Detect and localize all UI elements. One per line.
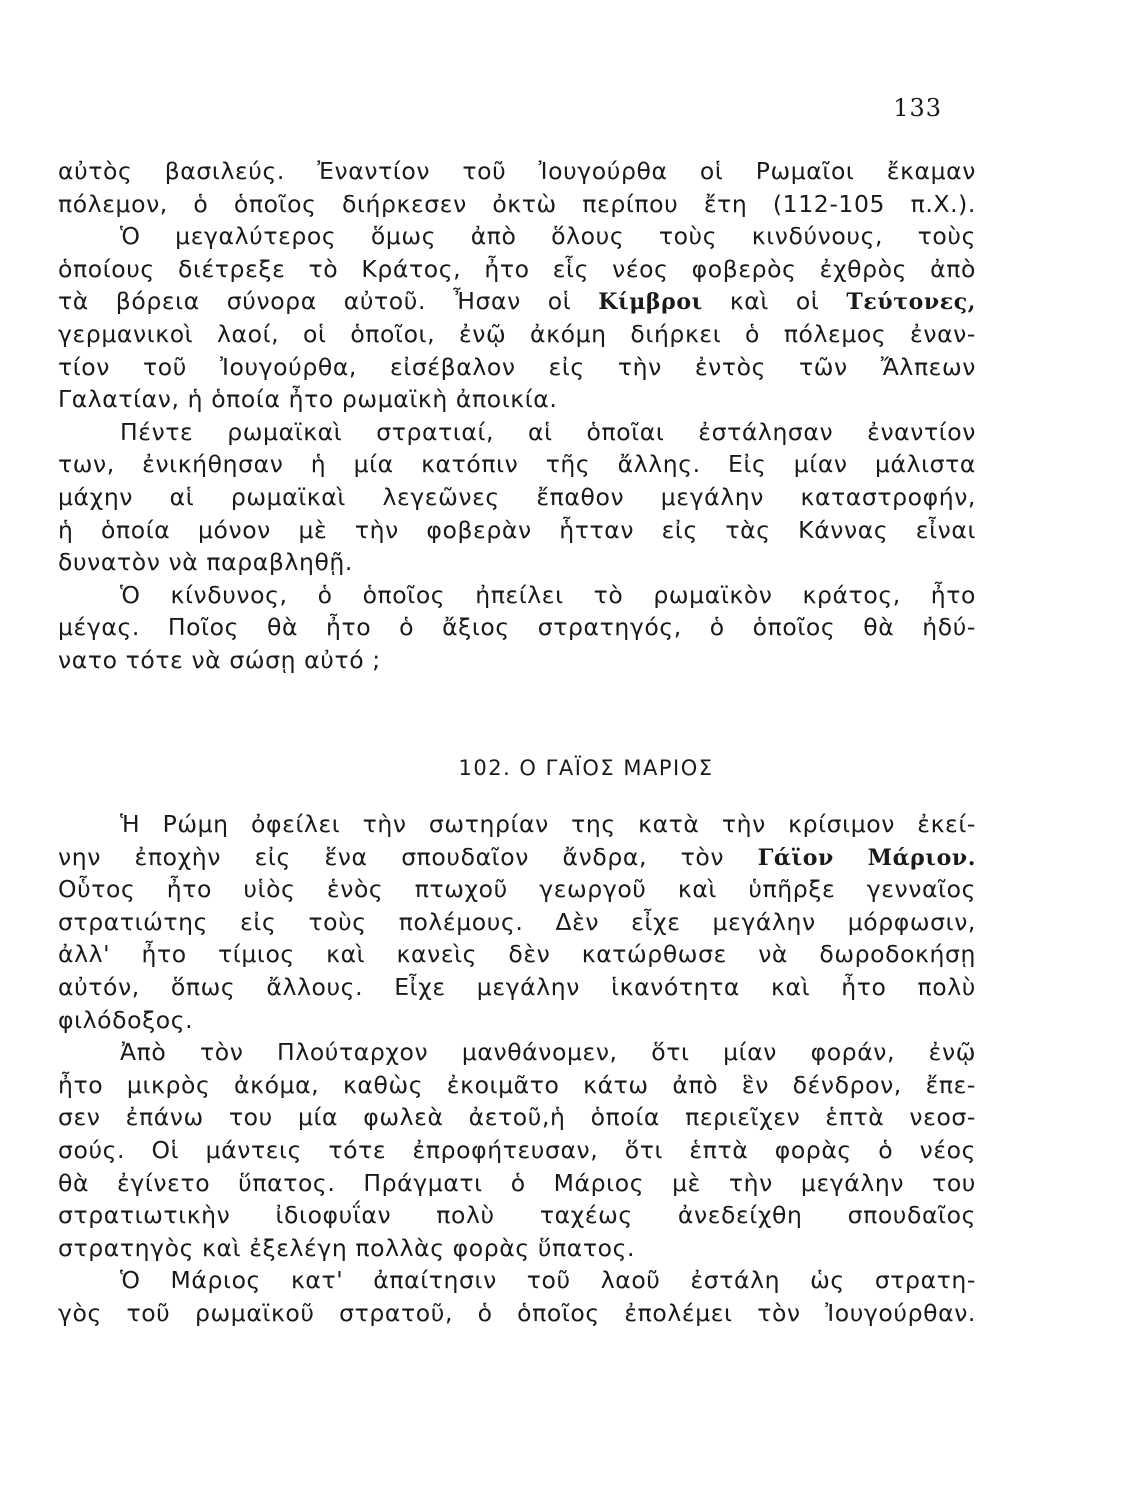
line-text: καὶ οἱ	[702, 287, 847, 316]
line-text: Ὁ μεγαλύτερος ὅμως ἀπὸ ὅλους τοὺς κινδύνους, τοὺς	[120, 222, 976, 251]
text-line	[58, 383, 976, 416]
line-text: δυνατὸν νὰ παραβληθῇ.	[58, 548, 353, 577]
text-line	[58, 481, 976, 514]
text-line	[58, 906, 976, 939]
text-line	[58, 1101, 976, 1134]
paragraph-block-gaius-marius	[58, 808, 976, 1330]
text-line	[58, 1199, 976, 1232]
line-text: ἡ ὁποία μόνον μὲ τὴν φοβερὰν ἧτταν εἰς τὰς Κάννας εἶναι	[58, 515, 976, 544]
line-text: ἀλλ' ἦτο τίμιος καὶ κανεὶς δὲν κατώρθωσε νὰ δωροδοκήσῃ	[58, 940, 976, 969]
line-text: στρατηγὸς καὶ ἐξελέγη πολλὰς φορὰς ὕπατος.	[58, 1233, 636, 1262]
line-text: Ὁ Μάριος κατ' ἀπαίτησιν τοῦ λαοῦ ἐστάλη ὡς στρατη-	[120, 1266, 976, 1295]
text-line	[58, 448, 976, 481]
text-line	[58, 841, 976, 874]
line-text: στρατιώτης εἰς τοὺς πολέμους. Δὲν εἶχε μεγάλην μόρφωσιν,	[58, 907, 976, 936]
line-text: νην ἐποχὴν εἰς ἕνα σπουδαῖον ἄνδρα, τὸν	[58, 842, 758, 871]
paragraph-block-cimbri-teutones	[58, 155, 976, 677]
line-text: Ἀπὸ τὸν Πλούταρχον μανθάνομεν, ὅτι μίαν φοράν, ἐνῷ	[120, 1038, 976, 1067]
text-line	[58, 1264, 976, 1297]
text-line	[58, 188, 976, 221]
text-line	[58, 873, 976, 906]
text-line	[58, 644, 976, 677]
emphasized-name: Τεύτονες,	[846, 289, 976, 316]
section-heading: 102. Ο ΓΑΪΟΣ ΜΑΡΙΟΣ	[458, 756, 714, 780]
text-line	[58, 514, 976, 547]
line-text: σεν ἐπάνω του μία φωλεὰ ἀετοῦ,ἡ ὁποία περιεῖχεν ἑπτὰ νεοσ-	[58, 1103, 976, 1132]
emphasized-name: Γάϊον Μάριον.	[757, 844, 976, 871]
page-number: 133	[893, 94, 942, 122]
text-line	[58, 1069, 976, 1102]
text-line	[58, 579, 976, 612]
text-line	[58, 285, 976, 318]
text-line	[58, 1036, 976, 1069]
line-text: Γαλατίαν, ἡ ὁποία ἦτο ρωμαϊκὴ ἀποικία.	[58, 385, 558, 414]
line-text: μάχην αἱ ρωμαϊκαὶ λεγεῶνες ἔπαθον μεγάλην καταστροφήν,	[58, 482, 976, 511]
line-text: Ἡ Ρώμη ὀφείλει τὴν σωτηρίαν της κατὰ τὴν κρίσιμον ἐκεί-	[120, 810, 976, 838]
line-text: αὐτόν, ὅπως ἄλλους. Εἶχε μεγάλην ἱκανότητα καὶ ἦτο πολὺ	[58, 972, 976, 1001]
text-line	[58, 1134, 976, 1167]
text-line	[58, 1004, 976, 1037]
line-text: ἦτο μικρὸς ἀκόμα, καθὼς ἐκοιμᾶτο κάτω ἀπὸ ἓν δένδρον, ἔπε-	[58, 1070, 976, 1099]
text-line	[58, 1297, 976, 1330]
text-line	[58, 253, 976, 286]
line-text: αὐτὸς βασιλεύς. Ἐναντίον τοῦ Ἰουγούρθα οἱ Ρωμαῖοι ἔκαμαν	[58, 157, 976, 185]
line-text: Οὗτος ἦτο υἱὸς ἑνὸς πτωχοῦ γεωργοῦ καὶ ὑπῆρξε γενναῖος	[58, 875, 976, 904]
text-line	[58, 416, 976, 449]
line-text: σούς. Οἱ μάντεις τότε ἐπροφήτευσαν, ὅτι ἑπτὰ φορὰς ὁ νέος	[58, 1135, 976, 1164]
text-line	[58, 318, 976, 351]
text-line	[58, 220, 976, 253]
line-text: Πέντε ρωμαϊκαὶ στρατιαί, αἱ ὁποῖαι ἐστάλησαν ἐναντίον	[120, 417, 976, 446]
emphasized-name: Κίμβροι	[598, 289, 703, 316]
line-text: γερμανικοὶ λαοί, οἱ ὁποῖοι, ἐνῷ ἀκόμη διήρκει ὁ πόλεμος ἐναν-	[58, 319, 976, 348]
text-line	[58, 611, 976, 644]
line-text: στρατιωτικὴν ἰδιοφυΐαν πολὺ ταχέως ἀνεδείχθη σπουδαῖος	[58, 1201, 976, 1230]
line-text: γὸς τοῦ ρωμαϊκοῦ στρατοῦ, ὁ ὁποῖος ἐπολέμει τὸν Ἰουγούρθαν.	[58, 1298, 976, 1327]
text-line	[58, 546, 976, 579]
text-line	[58, 808, 976, 841]
line-text: τὰ βόρεια σύνορα αὐτοῦ. Ἦσαν οἱ	[58, 287, 599, 316]
line-text: μέγας. Ποῖος θὰ ἦτο ὁ ἄξιος στρατηγός, ὁ ὁποῖος θὰ ἠδύ-	[58, 613, 976, 642]
line-text: ὁποίους διέτρεξε τὸ Κράτος, ἦτο εἷς νέος φοβερὸς ἐχθρὸς ἀπὸ	[58, 254, 976, 283]
text-line	[58, 155, 976, 188]
line-text: των, ἐνικήθησαν ἡ μία κατόπιν τῆς ἄλλης. Εἰς μίαν μάλιστα	[58, 450, 976, 479]
text-line	[58, 971, 976, 1004]
text-line	[58, 938, 976, 971]
text-line	[58, 351, 976, 384]
line-text: νατο τότε νὰ σώσῃ αὐτό ;	[58, 645, 381, 674]
line-text: τίον τοῦ Ἰουγούρθα, εἰσέβαλον εἰς τὴν ἐντὸς τῶν Ἄλπεων	[58, 352, 976, 381]
text-line	[58, 1167, 976, 1200]
line-text: πόλεμον, ὁ ὁποῖος διήρκεσεν ὀκτὼ περίπου ἔτη (112-105 π.Χ.).	[58, 189, 976, 218]
line-text: φιλόδοξος.	[58, 1005, 194, 1034]
line-text: Ὁ κίνδυνος, ὁ ὁποῖος ἠπείλει τὸ ρωμαϊκὸν κράτος, ἦτο	[120, 580, 976, 609]
line-text: θὰ ἐγίνετο ὕπατος. Πράγματι ὁ Μάριος μὲ τὴν μεγάλην του	[58, 1168, 976, 1197]
text-line	[58, 1232, 976, 1265]
